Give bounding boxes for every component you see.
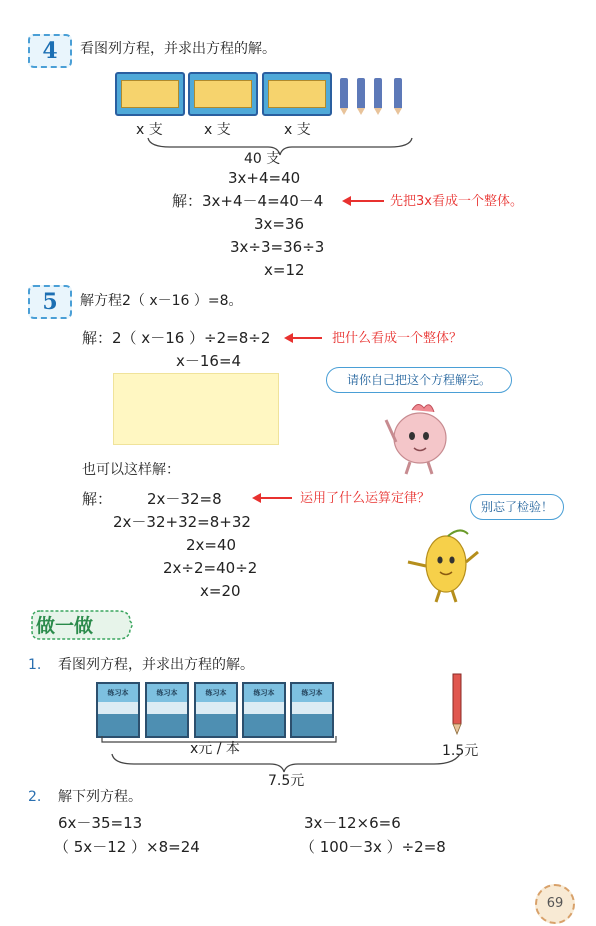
page-number: 69 [535,884,575,924]
notebook-label-3: 练习本 [196,684,236,702]
p5-step-2: x－16=4 [176,352,242,370]
notebook-3 [194,682,238,738]
mango-character-icon [404,522,484,604]
q1-number: 1. [28,657,42,673]
pencil-box-1 [115,72,185,116]
q1-text: 看图列方程，并求出方程的解。 [58,657,254,673]
notebook-1 [96,682,140,738]
alt-step-1: 2x－32=8 [147,490,222,508]
loose-pencil-2 [357,78,365,108]
hint-arrow-4 [350,200,384,202]
practice-total: 7.5元 [268,773,305,789]
problem-5-badge: 5 [28,285,72,319]
alt-step-4: 2x÷2=40÷2 [163,559,258,577]
notebook-4 [242,682,286,738]
box-label-1: x 支 [136,122,163,138]
notebook-label-5: 练习本 [292,684,332,702]
speech-bubble-1: 请你自己把这个方程解完。 [326,367,512,393]
loose-pencil-3 [374,78,382,108]
p4-step-4: x=12 [264,261,305,279]
loose-pencil-4 [394,78,402,108]
p4-step-2: 3x=36 [254,215,305,233]
notebook-label-4: 练习本 [244,684,284,702]
p4-step-3: 3x÷3=36÷3 [230,238,325,256]
peach-character-icon [380,398,460,476]
q2-number: 2. [28,789,42,805]
p4-equation: 3x+4=40 [228,169,301,187]
p5-hint-1: 把什么看成一个整体？ [332,331,463,346]
pencil-price: 1.5元 [442,743,479,759]
loose-pencil-1 [340,78,348,108]
equation-2: 3x－12×6=6 [304,814,401,832]
hint-arrow-5b [260,497,292,499]
notebook-price: x元 / 本 [190,741,240,757]
alt-step-3: 2x=40 [186,536,237,554]
problem-4-badge: 4 [28,34,72,68]
notebook-2 [145,682,189,738]
alt-step-5: x=20 [200,582,241,600]
pencil-box-3 [262,72,332,116]
long-pencil-icon [450,672,464,736]
problem-4-instruction: 看图列方程，并求出方程的解。 [80,41,276,57]
problem-5-instruction: 解方程2（ x－16 ）=8。 [80,293,243,309]
box-label-3: x 支 [284,122,311,138]
pencil-box-2 [188,72,258,116]
equation-4: （ 100－3x ）÷2=8 [300,838,446,856]
p4-hint: 先把3x看成一个整体。 [390,194,523,209]
speech-bubble-2: 别忘了检验！ [470,494,564,520]
equation-1: 6x－35=13 [58,814,143,832]
alt-intro: 也可以这样解： [82,462,180,478]
hint-arrow-5a [292,337,322,339]
total-label-4: 40 支 [244,151,281,167]
box-label-2: x 支 [204,122,231,138]
notebook-label-1: 练习本 [98,684,138,702]
p5-step-1: 解：2（ x－16 ）÷2=8÷2 [82,329,271,347]
practice-title: 做一做 [36,615,94,637]
p5-hint-2: 运用了什么运算定律？ [300,491,431,506]
alt-label: 解： [82,490,113,508]
p4-step-1: 解：3x+4－4=40－4 [172,192,324,210]
alt-step-2: 2x－32+32=8+32 [113,513,251,531]
answer-box [113,373,279,445]
notebook-label-2: 练习本 [147,684,187,702]
notebook-5 [290,682,334,738]
equation-3: （ 5x－12 ）×8=24 [54,838,200,856]
q2-text: 解下列方程。 [58,789,142,805]
